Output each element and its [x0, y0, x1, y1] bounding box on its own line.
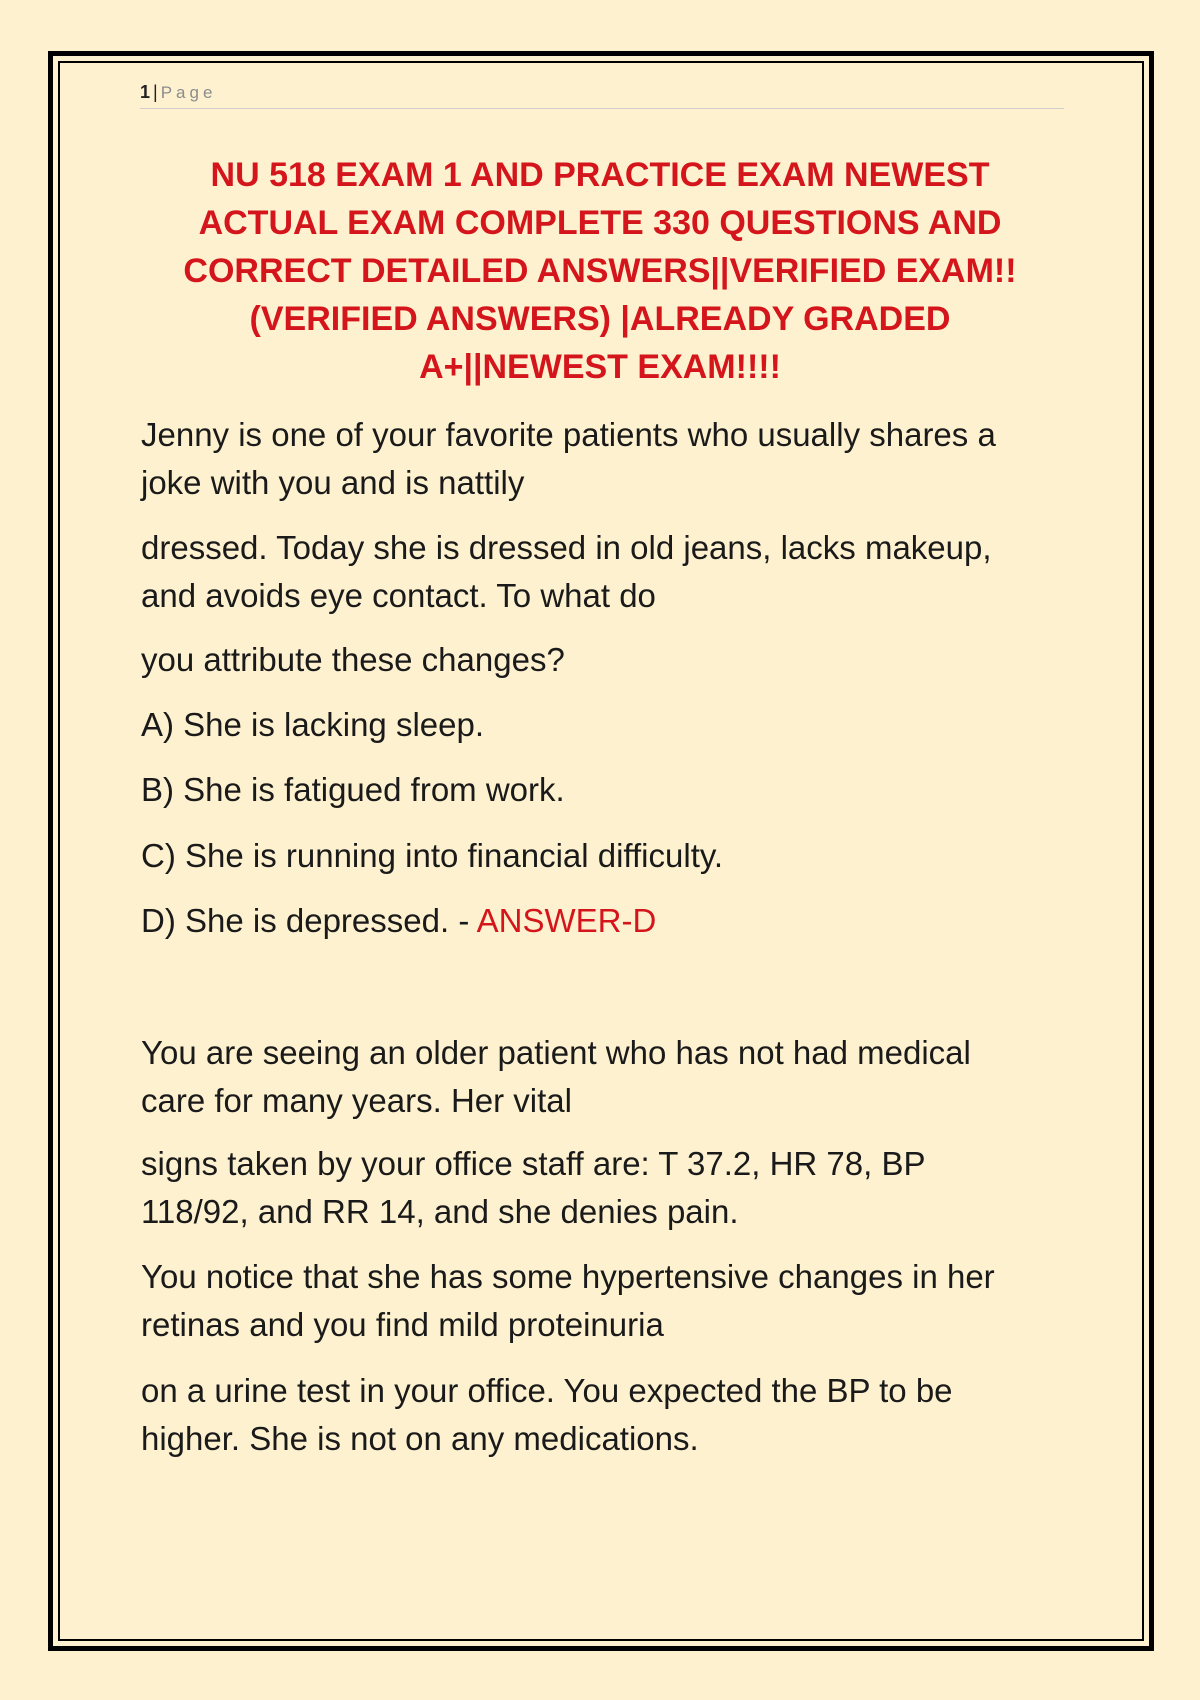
question2-paragraph [141, 1029, 1081, 1125]
question2-paragraph [141, 1140, 1081, 1236]
text-line: joke with you and is nattily [141, 464, 525, 501]
title-line: ACTUAL EXAM COMPLETE 330 QUESTIONS AND [198, 204, 1002, 242]
text-line: signs taken by your office staff are: T 37.2, HR 78, BP [141, 1145, 926, 1182]
document-title [130, 151, 1070, 391]
option-d [141, 897, 1081, 945]
page-separator: | [153, 82, 158, 102]
question1-paragraph [141, 636, 1081, 684]
title-line: (VERIFIED ANSWERS) |ALREADY GRADED [249, 300, 951, 338]
question2-paragraph [141, 1253, 1081, 1349]
text-line: You are seeing an older patient who has not had medical [141, 1034, 971, 1071]
question1-paragraph [141, 411, 1081, 507]
text-line: dressed. Today she is dressed in old jeans, lacks makeup, [141, 529, 992, 566]
text-line: higher. She is not on any medications. [141, 1420, 699, 1457]
text-line: You notice that she has some hypertensive changes in her [141, 1258, 995, 1295]
option-b: B) She is fatigued from work. [141, 771, 565, 808]
option-c: C) She is running into financial difficulty. [141, 837, 724, 874]
text-line: you attribute these changes? [141, 641, 565, 678]
text-line: Jenny is one of your favorite patients who usually shares a [141, 416, 996, 453]
text-line: care for many years. Her vital [141, 1082, 572, 1119]
option-d-text: D) She is depressed. - [141, 902, 477, 939]
option-a: A) She is lacking sleep. [141, 706, 485, 743]
page-number: 1 [140, 82, 151, 102]
question1-paragraph [141, 524, 1081, 620]
text-line: retinas and you find mild proteinuria [141, 1306, 664, 1343]
title-line: A+||NEWEST EXAM!!!! [419, 348, 781, 386]
text-line: on a urine test in your office. You expected the BP to be [141, 1372, 953, 1409]
title-line: NU 518 EXAM 1 AND PRACTICE EXAM NEWEST [210, 156, 990, 194]
answer-key: ANSWER-D [476, 902, 657, 939]
page-label: Page [160, 83, 217, 102]
title-line: CORRECT DETAILED ANSWERS||VERIFIED EXAM!! [183, 252, 1017, 290]
text-line: 118/92, and RR 14, and she denies pain. [141, 1193, 739, 1230]
question2-paragraph [141, 1367, 1081, 1463]
page-header [140, 80, 1064, 109]
text-line: and avoids eye contact. To what do [141, 577, 656, 614]
